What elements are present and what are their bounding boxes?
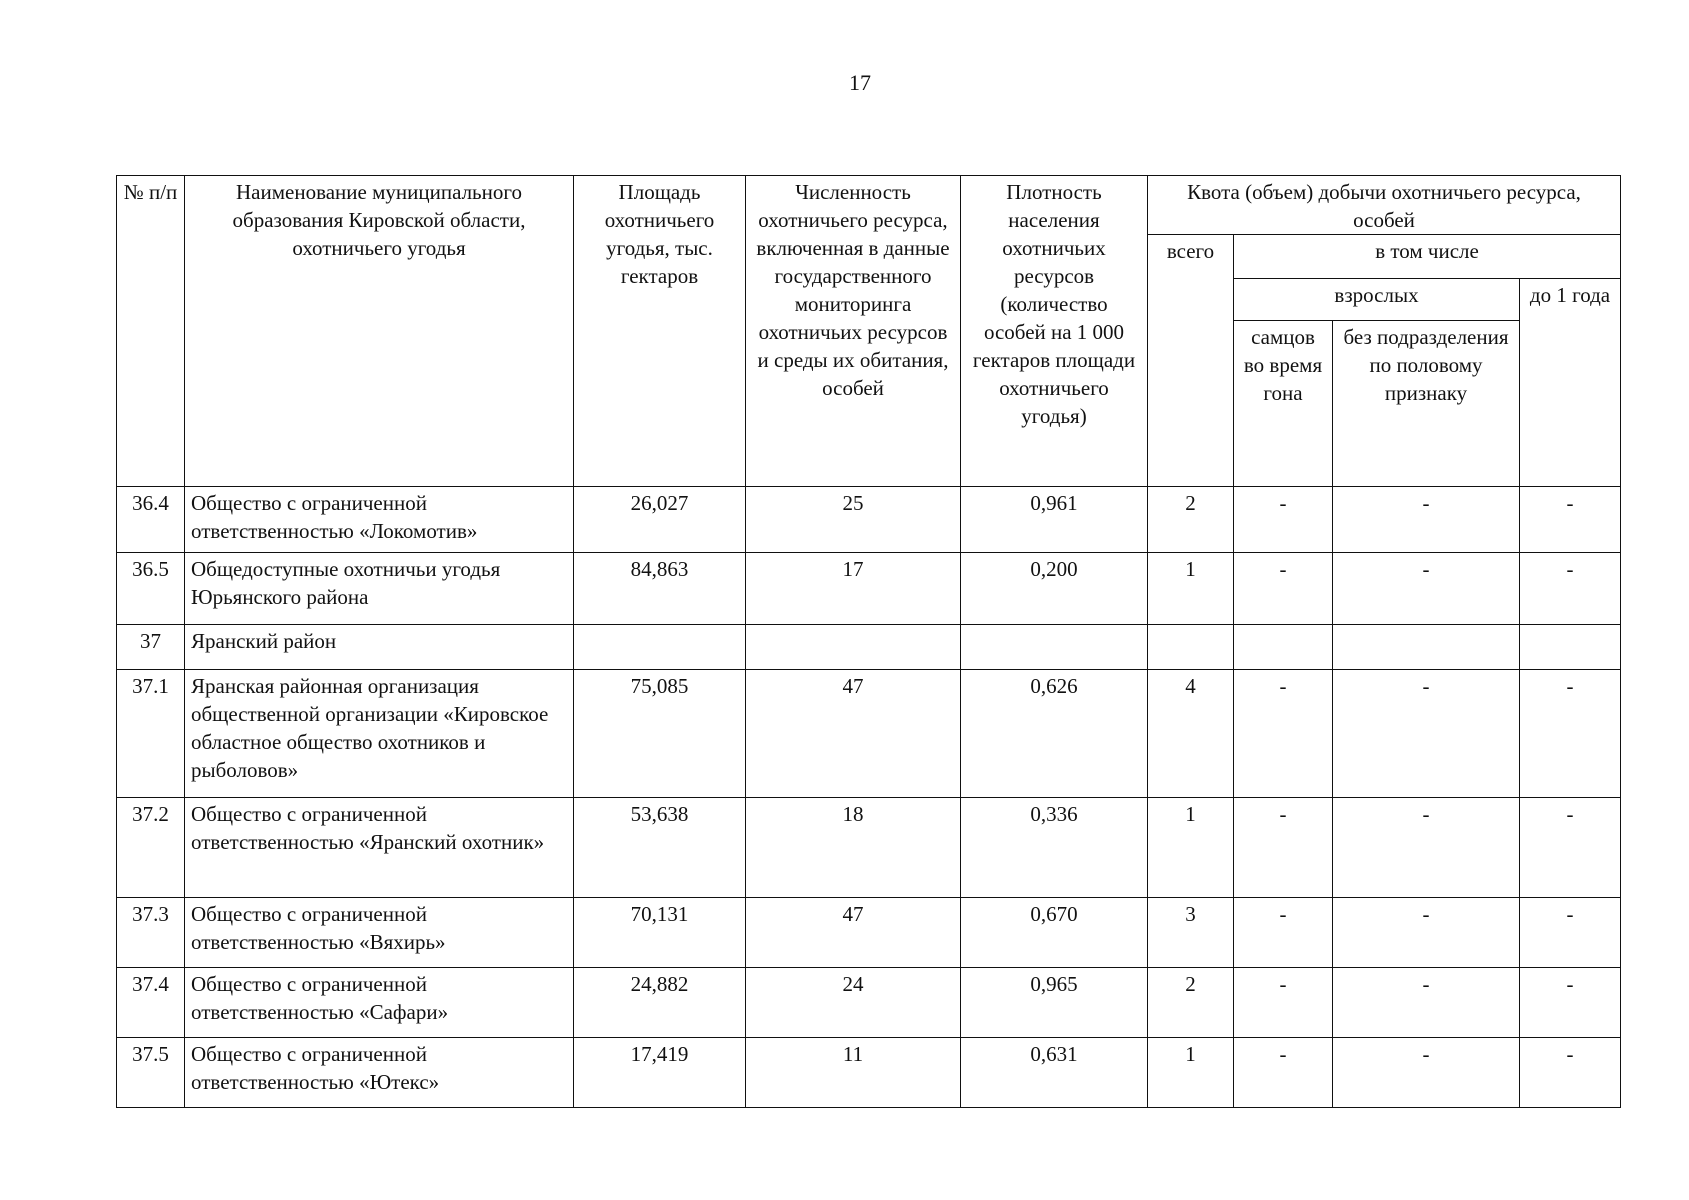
row-males: - bbox=[1234, 968, 1333, 1038]
header-including: в том числе bbox=[1234, 235, 1621, 279]
header-name: Наименование муниципального образования Кировской области, охотничьего угодья bbox=[185, 176, 574, 487]
row-num: 36.5 bbox=[117, 553, 185, 625]
row-under1: - bbox=[1520, 798, 1621, 898]
table-row bbox=[117, 798, 1621, 898]
row-nosex: - bbox=[1333, 798, 1520, 898]
table-row bbox=[117, 670, 1621, 798]
row-count: 24 bbox=[746, 968, 961, 1038]
row-under1 bbox=[1520, 625, 1621, 670]
row-area: 75,085 bbox=[574, 670, 746, 798]
row-under1: - bbox=[1520, 487, 1621, 553]
row-name: Общество с ограниченной ответственностью «Яранский охотник» bbox=[185, 798, 574, 898]
row-total: 4 bbox=[1148, 670, 1234, 798]
table-row bbox=[117, 968, 1621, 1038]
row-name: Общество с ограниченной ответственностью «Вяхирь» bbox=[185, 898, 574, 968]
row-name: Общество с ограниченной ответственностью «Сафари» bbox=[185, 968, 574, 1038]
row-under1: - bbox=[1520, 670, 1621, 798]
row-males: - bbox=[1234, 670, 1333, 798]
row-males bbox=[1234, 625, 1333, 670]
row-density: 0,200 bbox=[961, 553, 1148, 625]
hunting-quota-table bbox=[116, 175, 1621, 1108]
row-name: Общедоступные охотничьи угодья Юрьянского района bbox=[185, 553, 574, 625]
row-total: 1 bbox=[1148, 798, 1234, 898]
row-total: 1 bbox=[1148, 553, 1234, 625]
row-area: 24,882 bbox=[574, 968, 746, 1038]
row-count: 47 bbox=[746, 898, 961, 968]
row-name: Общество с ограниченной ответственностью «Локомотив» bbox=[185, 487, 574, 553]
row-total bbox=[1148, 625, 1234, 670]
row-count: 11 bbox=[746, 1038, 961, 1108]
row-nosex: - bbox=[1333, 670, 1520, 798]
row-under1: - bbox=[1520, 898, 1621, 968]
row-num: 37.3 bbox=[117, 898, 185, 968]
row-nosex: - bbox=[1333, 968, 1520, 1038]
table-row bbox=[117, 487, 1621, 553]
row-name: Общество с ограниченной ответственностью «Ютекс» bbox=[185, 1038, 574, 1108]
row-under1: - bbox=[1520, 968, 1621, 1038]
row-total: 3 bbox=[1148, 898, 1234, 968]
table-row bbox=[117, 898, 1621, 968]
row-area: 84,863 bbox=[574, 553, 746, 625]
row-num: 37.2 bbox=[117, 798, 185, 898]
row-count bbox=[746, 625, 961, 670]
row-under1: - bbox=[1520, 553, 1621, 625]
row-males: - bbox=[1234, 798, 1333, 898]
row-males: - bbox=[1234, 553, 1333, 625]
row-nosex: - bbox=[1333, 1038, 1520, 1108]
row-area bbox=[574, 625, 746, 670]
row-total: 1 bbox=[1148, 1038, 1234, 1108]
row-nosex bbox=[1333, 625, 1520, 670]
row-males: - bbox=[1234, 898, 1333, 968]
table-row bbox=[117, 553, 1621, 625]
row-num: 36.4 bbox=[117, 487, 185, 553]
row-males: - bbox=[1234, 1038, 1333, 1108]
table-row-district bbox=[117, 625, 1621, 670]
table-body bbox=[117, 487, 1621, 1108]
table-row bbox=[117, 1038, 1621, 1108]
row-count: 47 bbox=[746, 670, 961, 798]
row-males: - bbox=[1234, 487, 1333, 553]
row-density: 0,961 bbox=[961, 487, 1148, 553]
row-density: 0,965 bbox=[961, 968, 1148, 1038]
table-header bbox=[117, 176, 1621, 487]
page-number: 17 bbox=[849, 70, 871, 95]
row-density: 0,670 bbox=[961, 898, 1148, 968]
row-total: 2 bbox=[1148, 968, 1234, 1038]
row-density: 0,626 bbox=[961, 670, 1148, 798]
header-density: Плотность населения охотничьих ресурсов (количество особей на 1 000 гектаров площади охотничьего угодья) bbox=[961, 176, 1148, 487]
row-area: 53,638 bbox=[574, 798, 746, 898]
row-density bbox=[961, 625, 1148, 670]
header-total: всего bbox=[1148, 235, 1234, 487]
header-quota: Квота (объем) добычи охотничьего ресурса, особей bbox=[1148, 176, 1621, 235]
header-area: Площадь охотничьего угодья, тыс. гектаров bbox=[574, 176, 746, 487]
row-nosex: - bbox=[1333, 487, 1520, 553]
row-total: 2 bbox=[1148, 487, 1234, 553]
header-under1: до 1 года bbox=[1520, 279, 1621, 487]
header-adults: взрослых bbox=[1234, 279, 1520, 321]
row-density: 0,631 bbox=[961, 1038, 1148, 1108]
row-num: 37.1 bbox=[117, 670, 185, 798]
row-count: 25 bbox=[746, 487, 961, 553]
row-num: 37.5 bbox=[117, 1038, 185, 1108]
row-nosex: - bbox=[1333, 898, 1520, 968]
row-num: 37.4 bbox=[117, 968, 185, 1038]
row-num: 37 bbox=[117, 625, 185, 670]
row-name: Яранский район bbox=[185, 625, 574, 670]
row-density: 0,336 bbox=[961, 798, 1148, 898]
row-under1: - bbox=[1520, 1038, 1621, 1108]
row-name: Яранская районная организация общественной организации «Кировское областное общество охотников и рыболовов» bbox=[185, 670, 574, 798]
row-count: 17 bbox=[746, 553, 961, 625]
row-area: 26,027 bbox=[574, 487, 746, 553]
row-area: 70,131 bbox=[574, 898, 746, 968]
header-count: Численность охотничьего ресурса, включенная в данные государственного мониторинга охотничьих ресурсов и среды их обитания, особей bbox=[746, 176, 961, 487]
header-males: самцов во время гона bbox=[1234, 321, 1333, 487]
header-nosex: без подразделения по половому признаку bbox=[1333, 321, 1520, 487]
row-count: 18 bbox=[746, 798, 961, 898]
header-num: № п/п bbox=[117, 176, 185, 487]
row-area: 17,419 bbox=[574, 1038, 746, 1108]
row-nosex: - bbox=[1333, 553, 1520, 625]
